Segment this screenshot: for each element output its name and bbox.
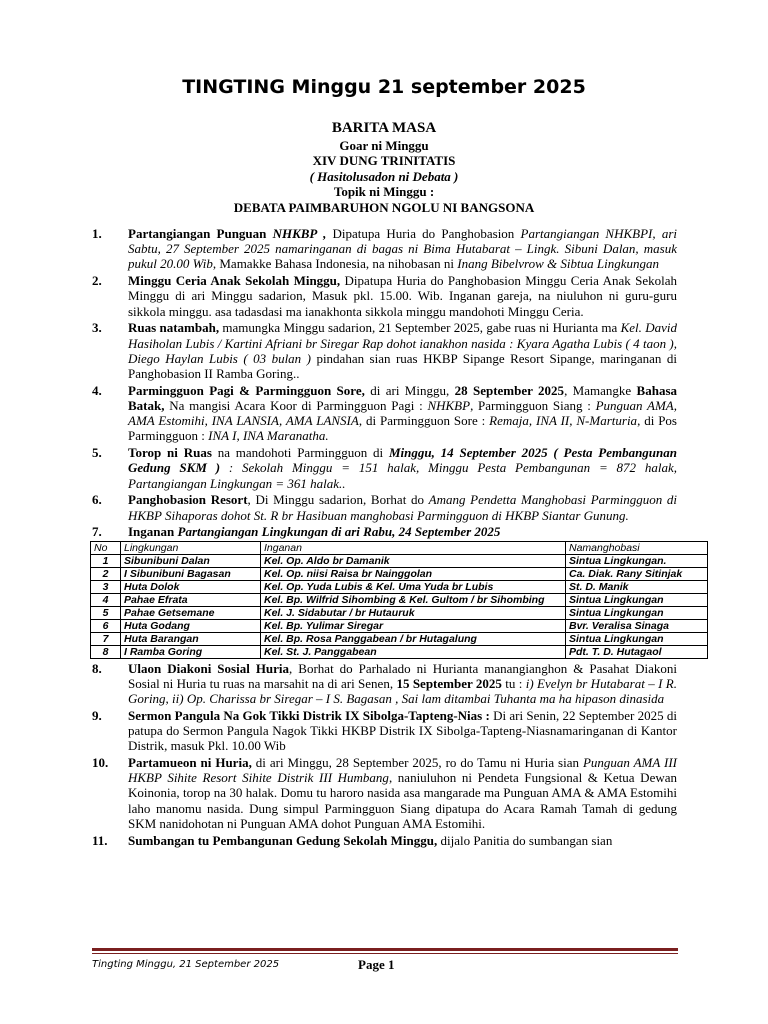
cell-inganan: Kel. Bp. Yulimar Siregar — [261, 619, 566, 632]
cell-lingkungan: I Ramba Goring — [121, 645, 261, 658]
footer-text: Tingting Minggu, 21 September 2025 — [92, 959, 280, 970]
table-header-row — [91, 541, 708, 554]
page-number: Page 1 — [358, 957, 395, 972]
cell-no: 5 — [91, 606, 121, 619]
table-row — [91, 567, 708, 580]
item-text: Sumbangan tu Pembangunan Gedung Sekolah Minggu, dijalo Panitia do sumbangan sian — [128, 832, 613, 848]
item-text: Sermon Pangula Na Gok Tikki Distrik IX Sibolga-Tapteng-Nias : Di ari Senin, 22 September 2025 di patupa do Sermon Pangula Nagok Tikki HKBP Distrik IX Sibolga-Tapteng-Niasnamaringanan di Kantor Distrik, masuk Pkl. 10.00 Wib — [128, 707, 678, 754]
item-number: 3. — [92, 320, 102, 336]
list-item — [92, 383, 677, 444]
cell-inganan: Kel. J. Sidabutar / br Hutauruk — [261, 606, 566, 619]
item-text: Minggu Ceria Anak Sekolah Minggu, Dipatupa Huria do Panghobasion Minggu Ceria Anak Sekolah Minggu di ari Minggu sadarion, Masuk pkl. 15.00. Wib. Inganan gareja, na niuluhon ni guru-guru sikkola minggu. asa tadasdasi ma ianakhonta sikkola minggu mandohoti Minggu Ceria. — [128, 273, 677, 319]
cell-no: 7 — [91, 632, 121, 645]
announcement-list — [92, 226, 683, 849]
col-header-no: No — [91, 541, 121, 554]
goar-line: Goar ni Minggu — [339, 138, 429, 153]
cell-namanghobasi: Pdt. T. D. Hutagaol — [566, 645, 708, 658]
cell-lingkungan: Huta Barangan — [121, 632, 261, 645]
footer-rule-thin — [92, 953, 678, 954]
item-text: Inganan Partangiangan Lingkungan di ari Rabu, 24 September 2025 — [128, 524, 501, 540]
list-item — [92, 755, 677, 831]
list-item — [92, 320, 677, 381]
hasitolusadon-line: ( Hasitolusadon ni Debata ) — [309, 168, 459, 184]
cell-lingkungan: Huta Dolok — [121, 580, 261, 593]
col-header-namanghobasi: Namanghobasi — [566, 541, 708, 554]
cell-inganan: Kel. Bp. Rosa Panggabean / br Hutagalung — [261, 632, 566, 645]
table-row — [91, 580, 708, 593]
item-number: 10. — [92, 755, 109, 771]
cell-no: 8 — [91, 645, 121, 658]
cell-namanghobasi: Sintua Lingkungan. — [566, 554, 708, 567]
item-text: Panghobasion Resort, Di Minggu sadarion, Borhat do Amang Pendetta Manghobasi Parmingguon di HKBP Sihaporas dohot St. R br Hasibuan manghobasi Parmingguon di HKBP Siantar Gunung. — [128, 492, 677, 523]
item-text: Partamueon ni Huria, di ari Minggu, 28 September 2025, ro do Tamu ni Huria sian Punguan AMA III HKBP Sihite Resort Sihite Distrik III Humbang, naniuluhon ni Pendeta Fungsional & Ketua Dewan Koinonia, torop na 30 halak. Domu tu haroro nasida asa mangarade ma Punguan AMA & AMA Estomihi laho manomu nasida. Dung simpul Parmingguon Siang dipatupa do Acara Ramah Tamah di gedung SKM nanidohotan ni Punguan AMA dohot Punguan AMA Estomihi. — [128, 755, 678, 831]
cell-namanghobasi: St. D. Manik — [566, 580, 708, 593]
cell-no: 1 — [91, 554, 121, 567]
topik-label: Topik ni Minggu : — [333, 184, 435, 200]
cell-no: 2 — [91, 567, 121, 580]
page-title: TINGTING Minggu 21 september 2025 — [182, 76, 586, 98]
item-number: 9. — [92, 707, 102, 723]
cell-inganan: Kel. Op. niisi Raisa br Nainggolan — [261, 567, 566, 580]
cell-inganan: Kel. Op. Aldo br Damanik — [261, 554, 566, 567]
list-item — [92, 492, 677, 522]
cell-lingkungan: Pahae Getsemane — [121, 606, 261, 619]
list-item — [92, 445, 677, 491]
item-number: 7. — [92, 524, 102, 540]
cell-inganan: Kel. St. J. Panggabean — [261, 645, 566, 658]
item-text: Ruas natambah, mamungka Minggu sadarion, 21 September 2025, gabe ruas ni Hurianta ma Kel. David Hasiholan Lubis / Kartini Afriani br Siregar Rap dohot ianakhon nasida : Kyara Agatha Lubis ( 4 taon ), Diego Haylan Lubis ( 03 bulan ) pindahan sian ruas HKBP Sipange Resort Sipange, maringanan di Panghobasion II Ramba Goring.. — [128, 320, 678, 382]
cell-no: 6 — [91, 619, 121, 632]
table-row — [91, 606, 708, 619]
col-header-lingkungan: Lingkungan — [121, 541, 261, 554]
cell-namanghobasi: Ca. Diak. Rany Sitinjak — [566, 567, 708, 580]
table-row — [91, 645, 708, 658]
list-item — [92, 661, 677, 707]
item-number: 2. — [92, 273, 102, 289]
cell-inganan: Kel. Op. Yuda Lubis & Kel. Uma Yuda br Lubis — [261, 580, 566, 593]
footer-rule-thick — [92, 948, 678, 951]
barita-heading: BARITA MASA — [331, 120, 437, 136]
item-number: 5. — [92, 445, 102, 461]
cell-no: 4 — [91, 593, 121, 606]
cell-lingkungan: Huta Godang — [121, 619, 261, 632]
table-row — [91, 593, 708, 606]
inganan-table — [90, 541, 708, 659]
cell-lingkungan: Sibunibuni Dalan — [121, 554, 261, 567]
cell-namanghobasi: Sintua Lingkungan — [566, 606, 708, 619]
item-text: Ulaon Diakoni Sosial Huria, Borhat do Parhalado ni Hurianta manangianghon & Pasahat Diakoni Sosial ni Huria tu ruas na marsahit na di ari Senen, 15 September 2025 tu : i) Evelyn br Hutabarat – I R. Goring, ii) Op. Charissa br Siregar – I S. Bagasan , Sai lam ditambai Tuhanta ma ha hipason dinasida — [128, 660, 677, 707]
cell-lingkungan: I Sibunibuni Bagasan — [121, 567, 261, 580]
item-number: 11. — [92, 832, 108, 848]
list-item — [92, 273, 677, 319]
cell-namanghobasi: Bvr. Veralisa Sinaga — [566, 619, 708, 632]
table-row — [91, 632, 708, 645]
item-number: 4. — [92, 382, 102, 398]
table-row — [91, 619, 708, 632]
item-text: Torop ni Ruas na mandohoti Parmingguon di Minggu, 14 September 2025 ( Pesta Pembangunan Gedung SKM ) : Sekolah Minggu = 151 halak, Minggu Pesta Pembangunan = 872 halak, Partangiangan Lingkungan = 361 halak.. — [128, 445, 677, 491]
col-header-inganan: Inganan — [261, 541, 566, 554]
cell-namanghobasi: Sintua Lingkungan — [566, 632, 708, 645]
cell-inganan: Kel. Bp. Wilfrid Sihombing & Kel. Gultom / br Sihombing — [261, 593, 566, 606]
dung-line: XIV DUNG TRINITATIS — [312, 153, 456, 169]
table-row — [91, 554, 708, 567]
item-number: 6. — [92, 492, 102, 508]
topik-text: DEBATA PAIMBARUHON NGOLU NI BANGSONA — [233, 199, 535, 215]
cell-namanghobasi: Sintua Lingkungan — [566, 593, 708, 606]
cell-lingkungan: Pahae Efrata — [121, 593, 261, 606]
list-item — [92, 524, 677, 539]
list-item — [92, 226, 677, 272]
header-block — [0, 119, 768, 215]
item-number: 1. — [92, 226, 102, 241]
cell-no: 3 — [91, 580, 121, 593]
list-item — [92, 708, 677, 754]
item-text: Parmingguon Pagi & Parmingguon Sore, di ari Minggu, 28 September 2025, Mamangke Bahasa Batak, Na mangisi Acara Koor di Parmingguon Pagi : NHKBP, Parmingguon Siang : Punguan AMA, AMA Estomihi, INA LANSIA, AMA LANSIA, di Parmingguon Sore : Remaja, INA II, N-Marturia, di Pos Parmingguon : INA I, INA Maranatha. — [128, 382, 678, 444]
item-number: 8. — [92, 660, 102, 676]
list-item — [92, 833, 677, 848]
item-text: Partangiangan Punguan NHKBP , Dipatupa Huria do Panghobasion Partangiangan NHKBPI, ari Sabtu, 27 September 2025 namaringanan di bagas ni Bima Hutabarat – Lingk. Sibuni Dalan, masuk pukul 20.00 Wib, Mamakke Bahasa Indonesia, na nihobasan ni Inang Bibelvrow & Sibtua Lingkungan — [128, 226, 677, 272]
